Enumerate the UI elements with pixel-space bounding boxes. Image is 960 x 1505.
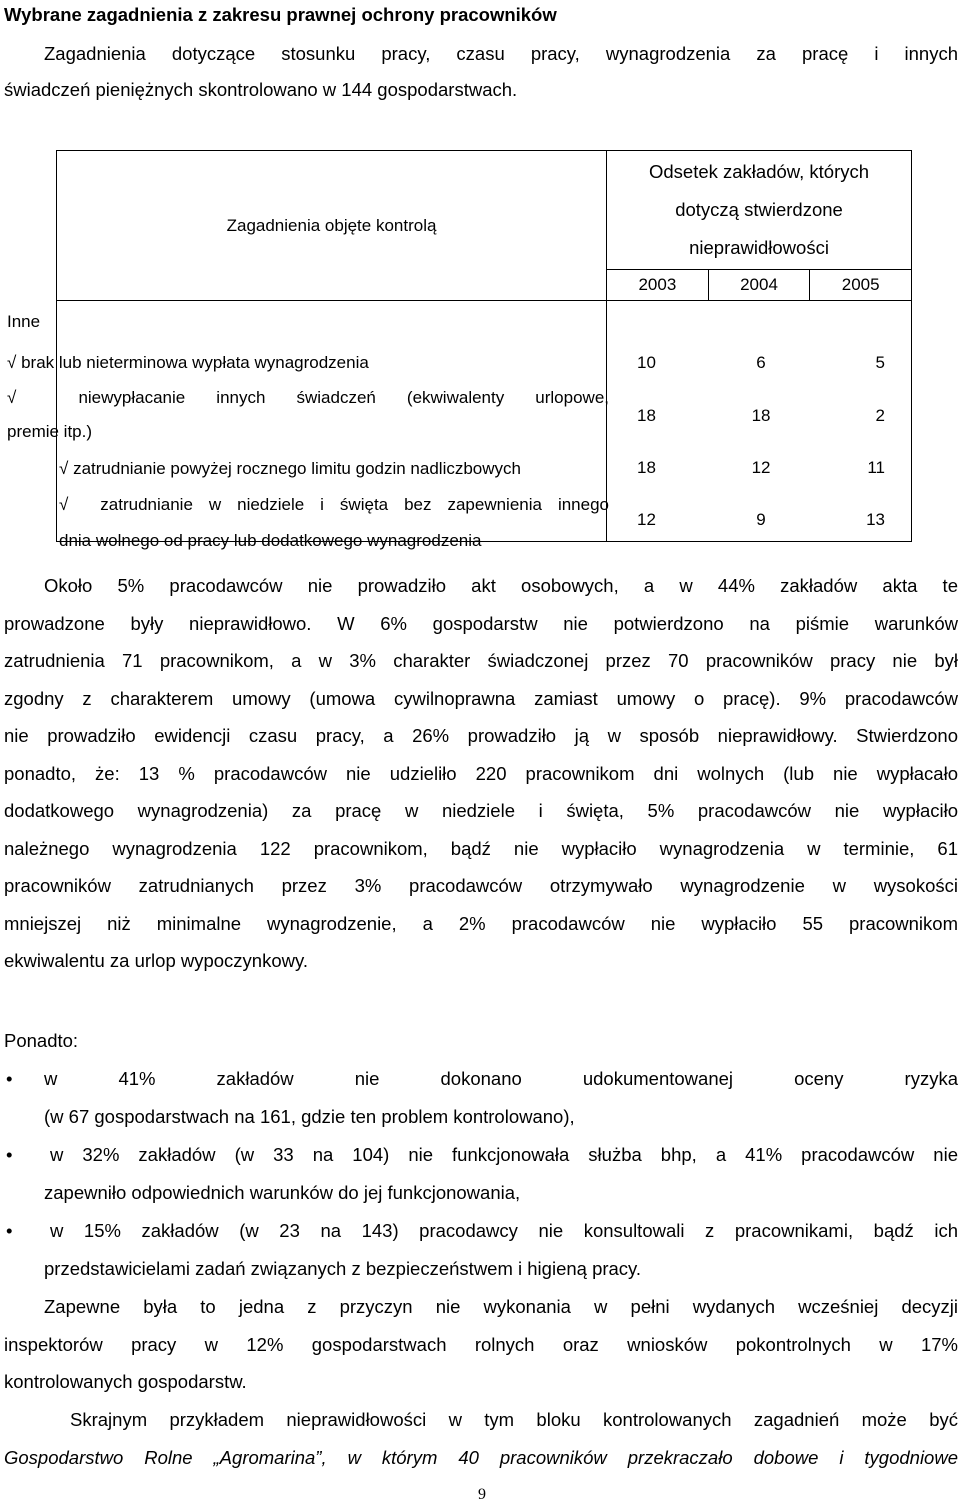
ponadto-label: Ponadto: — [4, 1030, 79, 1051]
paragraph-line: zatrudnienia 71 pracownikom, a w 3% charakter świadczonej przez 70 pracowników pracy nie był — [4, 650, 958, 671]
page-number: 9 — [478, 1486, 486, 1503]
list-item-line: (w 67 gospodarstwach na 161, gdzie ten problem kontrolowano), — [44, 1106, 575, 1127]
year-header: 2005 — [810, 270, 912, 301]
bullet-icon: • — [6, 1220, 13, 1241]
value-2003: 18 — [637, 458, 656, 477]
paragraph-line: kontrolowanych gospodarstw. — [4, 1371, 247, 1392]
value-2005: 2 — [875, 406, 886, 425]
value-2004: 6 — [756, 353, 766, 372]
value-2005: 13 — [866, 510, 886, 529]
intro-paragraph — [4, 36, 958, 108]
value-2003: 12 — [637, 510, 656, 529]
year-header: 2003 — [607, 270, 709, 301]
paragraph-decyzje — [4, 1288, 958, 1401]
paragraph-line: ekwiwalentu za urlop wypoczynkowy. — [4, 950, 309, 971]
list-item-line: w 41% zakładów nie dokonano udokumentowanej oceny ryzyka — [44, 1068, 958, 1089]
checkmark-icon: √ — [7, 353, 17, 372]
list-item-line: w 32% zakładów (w 33 na 104) nie funkcjonowała służba bhp, a 41% pracodawców nie — [50, 1144, 958, 1165]
checkmark-icon: √ — [7, 388, 17, 407]
section-heading: Wybrane zagadnienia z zakresu prawnej ochrony pracowników — [4, 4, 557, 25]
value-2005: 5 — [875, 353, 886, 372]
list-item-line: zapewniło odpowiednich warunków do jej funkcjonowania, — [44, 1182, 521, 1203]
list-item-line: przedstawicielami zadań związanych z bezpieczeństwem i higieną pracy. — [44, 1258, 642, 1279]
checkmark-icon: √ — [59, 459, 69, 478]
table-row-label — [7, 381, 609, 451]
value-2005: 11 — [867, 458, 886, 477]
row-label-text: niewypłacanie innych świadczeń (ekwiwalenty urlopowe, — [78, 388, 609, 407]
paragraph-line: ponadto, że: 13 % pracodawców nie udzieliło 220 pracownikom dni wolnych (lub nie wypłacało — [4, 762, 958, 784]
paragraph-line: mniejszej niż minimalne wynagrodzenie, a 2% pracodawców nie wypłaciło 55 pracownikom — [4, 912, 958, 934]
table-row — [607, 451, 911, 485]
header-line: dotyczą stwierdzone — [675, 199, 843, 220]
paragraph-agromarina — [4, 1401, 958, 1476]
paragraph-line: Skrajnym przykładem nieprawidłowości w tym bloku kontrolowanych zagadnień może być — [70, 1409, 958, 1430]
table-topics-cell — [7, 301, 609, 550]
year-header: 2004 — [708, 270, 810, 301]
inspection-table — [7, 150, 912, 550]
value-2003: 18 — [637, 406, 656, 425]
table-row-label — [7, 451, 609, 487]
paragraph-line: pracowników zatrudnianych przez 3% pracodawców otrzymywało wynagrodzenie w wysokości — [4, 875, 958, 896]
paragraph-line: Gospodarstwo Rolne „Agromarina”, w którym 40 pracowników przekraczało dobowe i tygodniowe — [4, 1446, 958, 1468]
bullet-icon: • — [6, 1144, 13, 1165]
paragraph-line: prowadzone były nieprawidłowo. W 6% gospodarstw nie potwierdzono na piśmie warunków — [4, 612, 958, 634]
table-row-label — [7, 487, 609, 557]
paragraph-line: nie prowadziło ewidencji czasu pracy, a 26% prowadziło ją w sposób nieprawidłowy. Stwierdzono — [4, 725, 958, 746]
value-2004: 18 — [751, 406, 771, 425]
row-label-text: dnia wolnego od pracy lub dodatkowego wynagrodzenia — [59, 531, 482, 550]
row-label-text: brak lub nieterminowa wypłata wynagrodzenia — [21, 353, 369, 372]
paragraph-akta — [4, 567, 958, 980]
value-2003: 10 — [637, 353, 656, 372]
paragraph-line: należnego wynagrodzenia 122 pracownikom, bądź nie wypłaciło wynagrodzenia w terminie, 61 — [4, 837, 958, 859]
header-line: Odsetek zakładów, których — [648, 161, 870, 182]
table-row — [607, 345, 911, 381]
row-label-text: premie itp.) — [7, 422, 93, 441]
bullet-icon: • — [6, 1068, 13, 1089]
header-line: nieprawidłowości — [689, 237, 829, 258]
intro-line: świadczeń pieniężnych skontrolowano w 144 gospodarstwach. — [4, 79, 518, 100]
value-2004: 12 — [751, 458, 771, 477]
row-label-text: zatrudnianie powyżej rocznego limitu godzin nadliczbowych — [73, 459, 521, 478]
table-header-percent — [607, 151, 912, 270]
table-header-topics-label: Zagadnienia objęte kontrolą — [226, 215, 437, 235]
list-item-line: w 15% zakładów (w 23 na 143) pracodawcy nie konsultowali z pracownikami, bądź ich — [50, 1220, 958, 1241]
row-label-text: zatrudnianie w niedziele i święta bez zapewnienia innego — [100, 495, 609, 514]
paragraph-line: Zapewne była to jedna z przyczyn nie wykonania w pełni wydanych wcześniej decyzji — [44, 1296, 958, 1317]
paragraph-line: zgodny z charakterem umowy (umowa cywilnoprawna zamiast umowy o pracę). 9% pracodawców — [4, 687, 958, 709]
table-row — [607, 381, 911, 451]
checkmark-icon: √ — [59, 495, 69, 514]
paragraph-line: dodatkowego wynagrodzenia) za pracę w niedziele i święta, 5% pracodawców nie wypłaciło — [4, 800, 958, 821]
table-values-cell — [607, 301, 912, 542]
table-header-topics — [57, 151, 607, 301]
table-row — [607, 485, 911, 555]
table-row-label — [7, 345, 609, 381]
intro-line: Zagadnienia dotyczące stosunku pracy, czasu pracy, wynagrodzenia za pracę i innych — [44, 43, 958, 64]
group-label: Inne — [7, 312, 41, 331]
paragraph-line: inspektorów pracy w 12% gospodarstwach rolnych oraz wniosków pokontrolnych w 17% — [4, 1333, 958, 1355]
paragraph-line: Około 5% pracodawców nie prowadziło akt osobowych, a w 44% zakładów akta te — [44, 575, 958, 596]
value-2004: 9 — [756, 510, 766, 529]
